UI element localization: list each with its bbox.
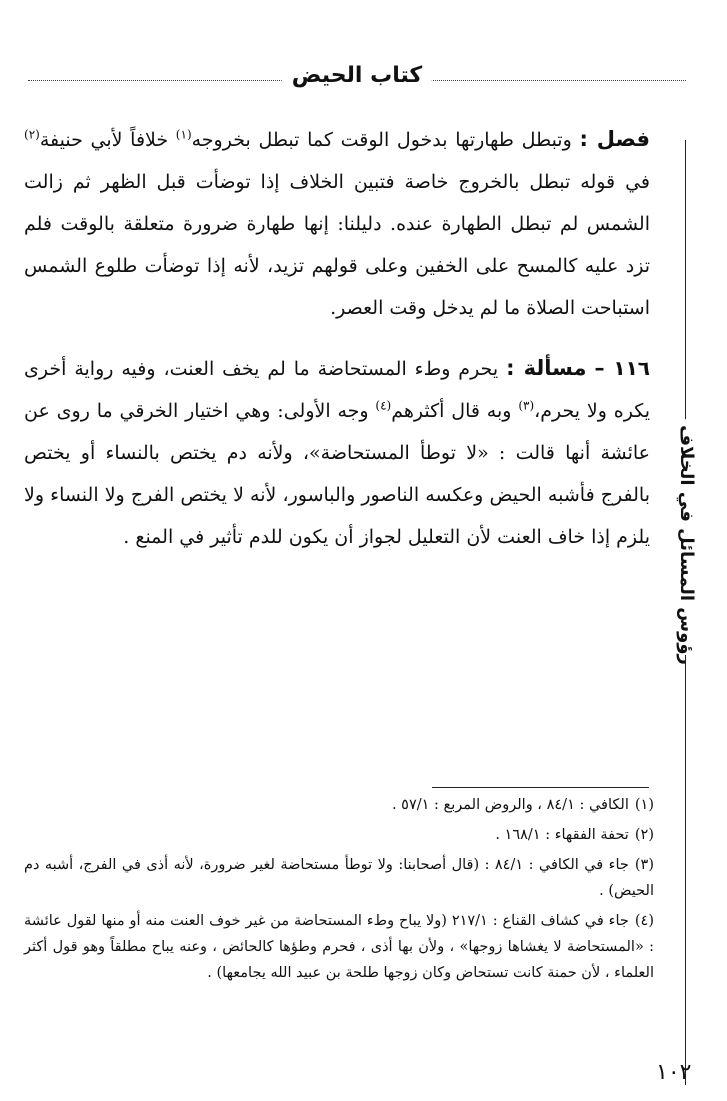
paragraph-text: يحرم وطء المستحاضة ما لم يخف العنت، وفيه رواية أخرى يكره ولا يحرم،: [24, 358, 650, 422]
footnote-4: [24, 908, 654, 986]
footnote-number: (٣): [634, 857, 654, 873]
footnote-separator: [432, 787, 649, 788]
footnote-ref-1[interactable]: (١): [175, 127, 192, 142]
footnote-text: الكافي : ٨٤/١ ، والروض المربع : ٥٧/١ .: [391, 797, 629, 813]
footnote-number: (٢): [634, 827, 654, 843]
paragraph-text: وبه قال أكثرهم: [391, 400, 519, 422]
running-header: [28, 62, 686, 92]
main-text: [24, 118, 650, 576]
footnote-number: (١): [634, 797, 654, 813]
footnote-text: تحفة الفقهاء : ١٦٨/١ .: [495, 827, 629, 843]
footnote-ref-2[interactable]: (٢): [24, 127, 40, 142]
footnote-ref-4[interactable]: (٤): [375, 398, 392, 413]
paragraph-text: وجه الأولى: وهي اختيار الخرقي ما روى عن عائشة أنها قالت : «لا توطأ المستحاضة»، ولأنه دم يختص بالنساء أو يختص بالفرج فأشبه الحيض وعكسه الناصور والباسور، لأنه لا يختص الفرج ولا النساء ولا يلزم إذا خاف العنت لأن التعليل لجواز أن يكون للدم تأثير في المنع .: [24, 400, 650, 548]
paragraph-fasl: [24, 118, 650, 329]
footnote-ref-3[interactable]: (٣): [518, 398, 535, 413]
side-rule-bottom: [685, 655, 686, 1085]
footnote-text: جاء في الكافي : ٨٤/١ : (قال أصحابنا: ولا توطأ مستحاضة لغير ضرورة، لأنه أذى في الفرج، أشبه دم الحيض) .: [24, 857, 654, 899]
footnote-number: (٤): [634, 913, 654, 929]
footnote-text: جاء في كشاف القناع : ٢١٧/١ (ولا يباح وطء المستحاضة من غير خوف العنت منه أو منها لقول عائشة : «المستحاضة لا يغشاها زوجها» ، ولأن بها أذى ، فحرم وطؤها كالحائض ، وعنه يباح مطلقاً وهو قول أكثر العلماء ، لأن حمنة كانت تستحاض وكان زوجها طلحة بن عبيد الله يجامعها) .: [24, 913, 654, 981]
footnote-3: [24, 852, 654, 904]
chapter-title: كتاب الحيض: [282, 63, 432, 88]
page-number: ١٠٢: [656, 1060, 692, 1085]
side-rule-top: [685, 140, 686, 435]
issue-number: ١١٦ –: [594, 356, 651, 380]
book-title-vertical: رؤوس المسائل في الخلاف: [674, 419, 698, 671]
paragraph-text: في قوله تبطل بالخروج خاصة فتبين الخلاف إذا توضأت قبل الظهر ثم زالت الشمس لم تبطل الطهارة عنده. دليلنا: إنها طهارة ضرورة متعلقة بالوقت فلم تزد عليه كالمسح على الخفين وعلى قولهم تزيد، لأنه إذا توضأت طلوع الشمس استباحت الصلاة ما لم يدخل وقت العصر.: [24, 171, 651, 319]
fasl-label: فصل :: [579, 127, 650, 151]
paragraph-text: خلافاً لأبي حنيفة: [39, 129, 176, 151]
paragraph-text: وتبطل طهارتها بدخول الوقت كما تبطل بخروجه: [191, 129, 580, 151]
footnotes: [24, 792, 654, 990]
footnote-1: [24, 792, 654, 818]
footnote-2: [24, 822, 654, 848]
masala-label: مسألة :: [506, 356, 587, 380]
paragraph-masala-116: [24, 347, 650, 558]
